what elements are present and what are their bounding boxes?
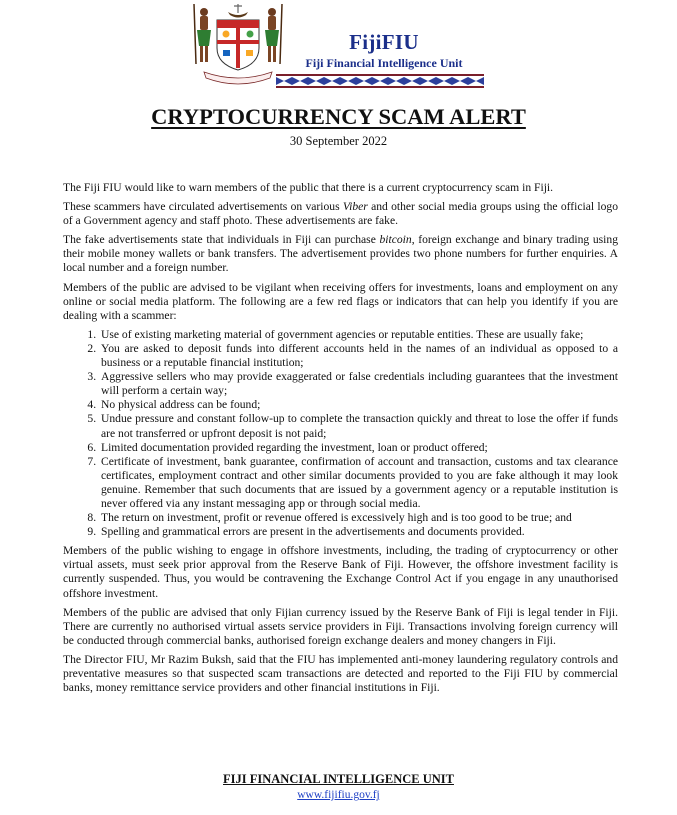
list-item: 1. Use of existing marketing material of government agencies or reputable entities. These are usually fake;	[99, 328, 618, 342]
brand-name: FijiFIU	[349, 30, 419, 54]
alert-body	[63, 181, 618, 700]
outro-paragraph: Members of the public are advised that only Fijian currency issued by the Reserve Bank of Fiji is legal tender in Fiji. There are currently no authorised virtual assets service providers in Fiji. Transactions involving foreign currency will be conducted through commercial banks, authorised foreign exchange dealers and money changers in Fiji.	[63, 605, 618, 647]
tapa-pattern-divider	[276, 74, 484, 88]
intro-paragraph: The Fiji FIU would like to warn members of the public that there is a current cryptocurrency scam in Fiji.	[63, 181, 554, 194]
intro-paragraph: The fake advertisements state that individuals in Fiji can purchase bitcoin, foreign exchange and binary trading using their mobile money wallets or bank transfers. The advertisement provides two phone numbers for further enquiries. A local number and a foreign number.	[63, 233, 618, 275]
page-title: CRYPTOCURRENCY SCAM ALERT	[151, 104, 526, 129]
letterhead	[0, 0, 677, 100]
intro-paragraph: Members of the public are advised to be vigilant when receiving offers for investments, loans and employment on any online or social media platform. The following are a few red flags or indicators that can help you identify if you are dealing with a scammer:	[63, 280, 618, 322]
list-item: 5. Undue pressure and constant follow-up to complete the transaction quickly and threat to lose the offer if funds are not transferred or upfront deposit is not paid;	[99, 412, 618, 440]
publication-date: 30 September 2022	[289, 134, 388, 148]
list-item: 4. No physical address can be found;	[99, 398, 618, 412]
website-link[interactable]: www.fijifiu.gov.fj	[297, 789, 380, 801]
list-item: 8. The return on investment, profit or revenue offered is excessively high and is too good to be true; and	[99, 511, 618, 525]
brand-block	[284, 30, 484, 71]
outro-paragraph: The Director FIU, Mr Razim Buksh, said that the FIU has implemented anti-money laundering regulatory controls and preventative measures so that suspected scam transactions are detected and reported to the Fiji FIU by commercial banks, money remittance service providers and other financial institutions in Fiji.	[63, 652, 618, 695]
list-item: 2. You are asked to deposit funds into different accounts held in the names of an individual as opposed to a business or a reputable financial institution;	[99, 342, 618, 370]
fiji-coat-of-arms-icon	[190, 2, 286, 88]
list-item: 3. Aggressive sellers who may provide exaggerated or false credentials including guarantees that the investment will perform a certain way;	[99, 370, 618, 398]
list-item: 6. Limited documentation provided regarding the investment, loan or product offered;	[99, 441, 618, 455]
list-item: 7. Certificate of investment, bank guarantee, confirmation of account and transaction, customs and tax clearance certificates, employment contract and other similar documents provided to you are fake although it may look genuine. Remember that such documents that are issued by a government agency or a reputable institution is never offered via any instant messaging app or through social media.	[99, 455, 618, 511]
red-flags-list	[63, 328, 618, 539]
brand-subtitle: Fiji Financial Intelligence Unit	[305, 56, 463, 70]
outro-paragraph: Members of the public wishing to engage in offshore investments, including, the trading of cryptocurrency or other virtual assets, must seek prior approval from the Reserve Bank of Fiji. However, the offshore investment facility is currently suspended. Thus, you would be contravening the Exchange Control Act if you engage in any unauthorised offshore investment.	[63, 544, 618, 600]
intro-paragraph: These scammers have circulated advertisements on various Viber and other social media groups using the official logo of a Government agency and staff photo. These advertisements are fake.	[63, 200, 618, 228]
list-item: 9. Spelling and grammatical errors are present in the advertisements and documents provided.	[99, 525, 618, 539]
footer	[0, 772, 677, 801]
footer-org-name: FIJI FINANCIAL INTELLIGENCE UNIT	[223, 772, 454, 786]
